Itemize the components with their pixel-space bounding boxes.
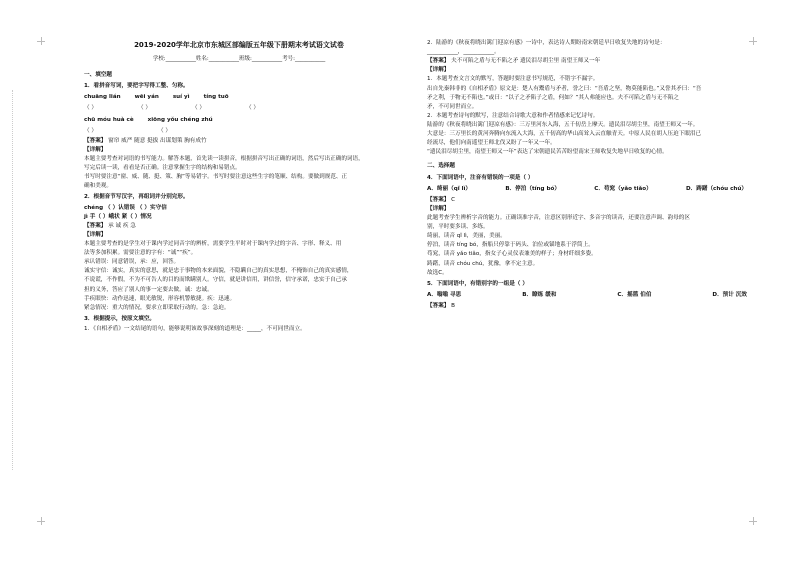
question-2-row: jì 手（ ）峨状 紧（ ）情况 xyxy=(84,213,152,220)
detail-3 xyxy=(427,75,747,156)
detail-line: 担的义务，答应了别人的事一定要去做。诚：忠诚。 xyxy=(84,286,213,293)
detail-label: 【详解】 xyxy=(427,67,450,74)
answer-blank: （ ） xyxy=(138,105,151,112)
answer-blank: （ ） xyxy=(84,105,97,112)
pinyin-row-1 xyxy=(84,93,394,101)
pinyin: chū móu huà cè xyxy=(84,116,134,123)
option-a: A．绮丽（qǐ lì） xyxy=(427,185,472,192)
detail-line: 矛，不可同世而立。 xyxy=(427,103,478,110)
answer-label: 【答案】 xyxy=(84,137,107,144)
question-3-part-2-blanks: ___________，___________。 xyxy=(427,49,500,56)
detail-line: 法等多加积累。需要注意的字有：“诚”“疾”。 xyxy=(84,250,197,257)
answer-3 xyxy=(427,57,747,65)
detail-line: 出自先秦韩非的《自相矛盾》原文是：楚人有鬻盾与矛者，誉之曰：“吾盾之坚，物莫能陷也。”又誉其矛曰：“吾 xyxy=(427,85,702,92)
answer-blank-row-1 xyxy=(84,104,394,112)
answer-label: 【答案】 xyxy=(427,58,450,65)
detail-line: 本题主要考查的是学生对于课内学过同音字的辨析，需要学生平时对于课内学过的字音、字形、释义、用 xyxy=(84,240,342,247)
answer-text: 夫不可陷之盾与无不陷之矛 遗民泪尽胡尘里 南望王师又一年 xyxy=(451,58,601,65)
answer-blank: （ ） xyxy=(84,127,97,134)
detail-line: 承认错误：同意错误，承：应，回答。 xyxy=(84,259,180,266)
detail-line: 诚实守信：诚实，真实的意思，就是忠于事物的本来面貌，不隐瞒自己的真实思想，不掩饰自己的真实感情， xyxy=(84,268,353,275)
detail-line: 此题考查学生辨析字音的能力。正确读准字音，注意区别形近字、多音字的读音，还要注意声调、韵母的区 xyxy=(427,214,690,221)
right-column xyxy=(427,38,747,311)
answer-text: C xyxy=(451,196,456,203)
answer-5 xyxy=(427,302,747,310)
pinyin: suí yì xyxy=(172,94,190,101)
answer-label: 【答案】 xyxy=(427,196,450,203)
answer-label: 【答案】 xyxy=(427,302,450,309)
detail-label: 【详解】 xyxy=(427,205,450,212)
crop-mark-bottom-left xyxy=(37,517,45,525)
detail-line: 停泊，读音 tíng bó，指船只停靠于码头、泊位或锚地系于浮筒上。 xyxy=(427,242,594,249)
question-3-part-2: 2．陆游的《秋夜将晓出篱门迎凉有感》一诗中，表达诗人期盼南宋朝廷早日收复失地的诗句是： xyxy=(427,40,666,46)
crop-mark-top-right xyxy=(749,37,757,45)
answer-text: 窗帘 威严 随意 挺拔 出谋划策 胸有成竹 xyxy=(108,137,207,144)
option-a: A．嗡嗡 寻思 xyxy=(427,291,462,298)
detail-line: 绮丽，读音 qǐ lì，美丽，美丽。 xyxy=(427,233,506,240)
detail-line: 确和美观。 xyxy=(84,183,112,190)
answer-text: B xyxy=(451,302,456,309)
section-heading: 一、填空题 xyxy=(84,72,112,79)
detail-line: 手疾眼快：动作迅速，眼光敏锐，形容机警敏捷。疾：迅速。 xyxy=(84,295,236,302)
question-2-row: chéng （ ）认错误 （ ）实守信 xyxy=(84,204,167,211)
question-4: 4．下面词语中，注音有错误的一项是（ ） xyxy=(427,174,534,181)
detail-line: 苟窕，读音 yǎo tiǎo，指女子心灵仪表兼美的样子；身材纤细多姿。 xyxy=(427,251,597,258)
left-column xyxy=(84,40,394,334)
answer-4 xyxy=(427,196,747,204)
detail-line: 陆游的《秋夜将晓出篱门迎凉有感》：三万里河东入海，五千仞岳上摩天。遗民泪尽胡尘里，南望王师又一年。 xyxy=(427,121,699,128)
crop-mark-bottom-right xyxy=(749,517,757,525)
question-3-part-1: 1．《自相矛盾》一文结尾的语句，能够说明该故事深刻的道理是：_____，不可同世而立。 xyxy=(84,325,306,332)
answer-text: 承 诚 疾 急 xyxy=(108,222,136,229)
detail-line: 踌躇，读音 chóu chú，犹豫，拿不定主意。 xyxy=(427,260,539,267)
binding-margin xyxy=(12,90,35,470)
student-info-line: 学校:___________姓名:___________班级:___________考号:___________ xyxy=(152,56,326,63)
option-d: D．踌躇（chóu chú） xyxy=(686,185,747,192)
detail-line: 2．本题考查诗句的默写，注意结合诗歌大意和作者情感来记忆诗句。 xyxy=(427,112,599,119)
detail-line: 矛之利，于物无不陷也。”或曰：“以子之矛陷子之盾，何如？”其人弗能应也。夫不可陷之盾与无不陷之 xyxy=(427,94,680,101)
question-3: 3．根据提示，按原文填空。 xyxy=(84,315,156,322)
answer-blank: （ ） xyxy=(192,105,205,112)
detail-line: 1．本题考查文言文的默写，答题时要注意书写规范，不错字不漏字。 xyxy=(427,76,599,83)
detail-4 xyxy=(427,214,747,277)
detail-label: 【详解】 xyxy=(84,231,107,238)
detail-line: 书写时要注意“窗、威、随、挺、策、胸”等易错字。书写时要注意这些生字的笔顺、结构。要做到规范、正 xyxy=(84,174,348,181)
answer-blank: （ ） xyxy=(246,105,259,112)
detail-line: 本题主要考查对词语的书写能力。解答本题，首先读一读拼音，根据拼音写出正确的词语，然后写出正确的词语， xyxy=(84,155,364,162)
question-2: 2．根据音节写汉字，再组词并分别完形。 xyxy=(84,194,189,201)
detail-line: 经流尽，他们向南遥望王师北伐又盼了一年又一年。 xyxy=(427,140,556,147)
detail-1 xyxy=(84,155,394,190)
detail-line: 别，平时要多读、多练。 xyxy=(427,224,489,231)
crop-mark-top-left xyxy=(37,37,45,45)
option-b: B．停泊（tíng bó） xyxy=(505,185,560,192)
option-d: D．预计 沉效 xyxy=(712,291,747,298)
answer-blank-row-2 xyxy=(84,127,394,135)
option-c: C．苟窕（yǎo tiǎo） xyxy=(594,185,652,192)
pinyin: xiōng yǒu chéng zhú xyxy=(147,116,213,123)
pinyin: chuāng lián xyxy=(84,94,121,101)
question-4-options xyxy=(427,185,747,193)
detail-line: 大意是：三万里长的黄河奔腾向东流入大海，五千仞高的华山高耸入云直触青天。中原人民在胡人压迫下眼泪已 xyxy=(427,131,702,138)
detail-label: 【详解】 xyxy=(84,146,107,153)
question-1: 1．看拼音写词，要把字写得工整、匀称。 xyxy=(84,83,189,90)
exam-title: 2019-2020学年北京市东城区部编版五年级下册期末考试语文试卷 xyxy=(134,41,344,49)
answer-label: 【答案】 xyxy=(84,222,107,229)
pinyin: tíng tuō xyxy=(203,94,229,101)
pinyin-row-2 xyxy=(84,116,394,124)
question-5: 5．下面词语中，有错别字的一组是（ ） xyxy=(427,280,528,287)
option-b: B．瞭练 缓和 xyxy=(522,291,557,298)
section-heading: 二、选择题 xyxy=(427,163,455,170)
detail-line: 故选C。 xyxy=(427,269,448,276)
answer-2 xyxy=(84,222,394,230)
detail-line: 紧急情况：重大的情况，要求立即采取行动的。急：急迫。 xyxy=(84,304,230,311)
question-5-options xyxy=(427,291,747,299)
detail-line: 写完后读一读，看看是否正确。注意掌握生字的结构和易错点。 xyxy=(84,165,241,172)
answer-blank: （ ） xyxy=(158,127,171,134)
detail-line: “遗民泪尽胡尘里，南望王师又一年”表达了宋朝遗民苦苦盼望南宋王师收复失地早日收复的心情。 xyxy=(427,149,668,156)
answer-1 xyxy=(84,137,394,145)
option-c: C．摇篮 伯伯 xyxy=(617,291,652,298)
detail-2 xyxy=(84,240,394,312)
detail-line: 不说谎，不作假，不为不可告人的目的而欺瞒别人。守信，就是讲信用，讲信誉，信守承诺，忠实于自己承 xyxy=(84,277,347,284)
pinyin: wēi yán xyxy=(134,94,159,101)
